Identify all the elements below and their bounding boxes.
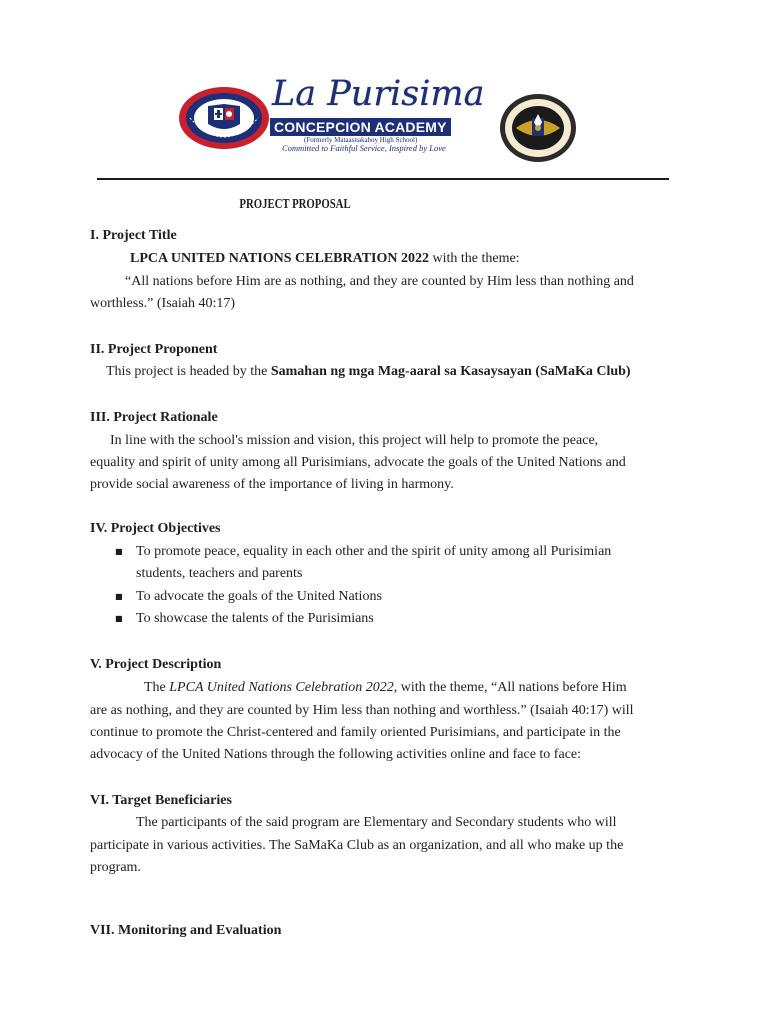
description-line: advocacy of the United Nations through the following activities online and face to face: bbox=[90, 747, 582, 762]
project-name: LPCA UNITED NATIONS CELEBRATION 2022 bbox=[130, 251, 429, 266]
theme-quote-line2: worthless.” (Isaiah 40:17) bbox=[90, 296, 236, 311]
section-heading-title: I. Project Title bbox=[90, 228, 177, 243]
proponent-text bbox=[106, 361, 631, 383]
description-line: continue to promote the Christ-centered and family oriented Purisimians, and participate in the bbox=[90, 725, 621, 740]
objective-item: To showcase the talents of the Purisimians bbox=[136, 611, 374, 626]
school-name-script: La Purisima bbox=[272, 74, 485, 114]
bullet-square-icon: ■ bbox=[115, 592, 123, 601]
bullet-square-icon: ■ bbox=[115, 547, 123, 556]
project-name-line bbox=[130, 248, 520, 270]
rationale-line: In line with the school's mission and vision, this project will help to promote the peace, bbox=[110, 433, 599, 448]
document-title: PROJECT PROPOSAL bbox=[239, 197, 351, 212]
objective-item: To advocate the goals of the United Nations bbox=[136, 589, 382, 604]
header-divider bbox=[97, 178, 669, 180]
letterhead bbox=[178, 74, 590, 160]
section-heading-objectives: IV. Project Objectives bbox=[90, 521, 221, 536]
section-heading-rationale: III. Project Rationale bbox=[90, 410, 218, 425]
description-lead: The bbox=[144, 680, 170, 695]
beneficiaries-line: participate in various activities. The SaMaKa Club as an organization, and all who make up the bbox=[90, 838, 624, 853]
project-name-suffix: with the theme: bbox=[428, 251, 520, 266]
section-heading-proponent: II. Project Proponent bbox=[90, 342, 218, 357]
objective-item: To promote peace, equality in each other and the spirit of unity among all Purisimian bbox=[136, 544, 612, 559]
rationale-line: provide social awareness of the importance of living in harmony. bbox=[90, 477, 454, 492]
beneficiaries-line: The participants of the said program are Elementary and Secondary students who will bbox=[136, 815, 617, 830]
objective-item-continued: students, teachers and parents bbox=[136, 566, 303, 581]
description-line bbox=[144, 677, 627, 699]
proponent-intro: This project is headed by the bbox=[106, 364, 271, 379]
theme-quote-line1: “All nations before Him are as nothing, and they are counted by Him less than nothing and bbox=[125, 274, 634, 289]
school-name-academy: CONCEPCION ACADEMY bbox=[270, 118, 451, 136]
club-seal-right-icon bbox=[498, 92, 578, 164]
section-heading-beneficiaries: VI. Target Beneficiaries bbox=[90, 793, 232, 808]
section-heading-description: V. Project Description bbox=[90, 657, 222, 672]
description-theme: with the theme, “All nations before Him bbox=[397, 680, 627, 695]
school-former-name: (Formerly Mataasnakahoy High School) bbox=[304, 136, 418, 144]
description-line: are as nothing, and they are counted by Him less than nothing and worthless.” (Isaiah 40:17) will bbox=[90, 703, 634, 718]
bullet-square-icon: ■ bbox=[115, 614, 123, 623]
section-heading-monitoring: VII. Monitoring and Evaluation bbox=[90, 923, 282, 938]
description-event-name: LPCA United Nations Celebration 2022, bbox=[169, 680, 398, 695]
school-tagline: Committed to Faithful Service, Inspired by Love bbox=[282, 143, 446, 153]
beneficiaries-line: program. bbox=[90, 860, 141, 875]
rationale-line: equality and spirit of unity among all Purisimians, advocate the goals of the United Nations and bbox=[90, 455, 626, 470]
proponent-org: Samahan ng mga Mag-aaral sa Kasaysayan (SaMaKa Club) bbox=[270, 364, 631, 379]
school-wordmark bbox=[268, 74, 498, 160]
school-seal-left-icon bbox=[178, 86, 270, 150]
